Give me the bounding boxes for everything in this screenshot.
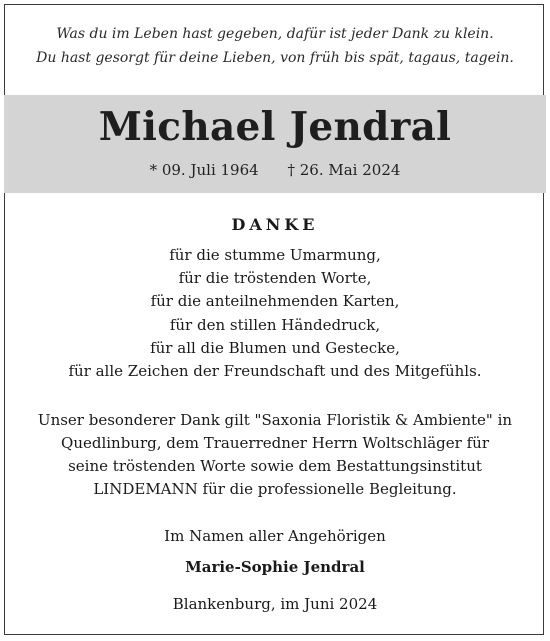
thanks-line: Unser besonderer Dank gilt "Saxonia Floristik & Ambiente" in [37,411,513,429]
danke-line: für alle Zeichen der Freundschaft und des Mitgefühls. [68,362,482,381]
thanks-line: seine tröstenden Worte sowie dem Bestattungsinstitut [68,457,482,475]
death-date: † 26. Mai 2024 [287,161,401,179]
place-date: Blankenburg, im Juni 2024 [172,595,378,613]
danke-line: für den stillen Händedruck, [169,315,381,334]
danke-line: für die stumme Umarmung, [169,246,381,264]
thanks-line: Quedlinburg, dem Trauerredner Herrn Woltschläger für [61,434,489,452]
danke-line: für die tröstenden Worte, [178,269,372,288]
life-dates [4,159,546,181]
danke-heading: DANKE [231,215,319,234]
signer-name: Marie-Sophie Jendral [185,558,365,576]
birth-date: * 09. Juli 1964 [149,161,259,179]
on-behalf-line: Im Namen aller Angehörigen [164,527,386,545]
verse-line: Was du im Leben hast gegeben, dafür ist jeder Dank zu klein. [56,26,494,42]
danke-line: für all die Blumen und Gestecke, [150,338,400,357]
danke-line: für die anteilnehmenden Karten, [150,292,400,311]
danke-list [4,244,546,383]
special-thanks [4,409,546,501]
name-band [4,95,546,193]
verse-line: Du hast gesorgt für deine Lieben, von früh bis spät, tagaus, tagein. [36,50,514,66]
thanks-line: LINDEMANN für die professionelle Begleitung. [93,480,457,498]
deceased-name: Michael Jendral [98,104,452,150]
memorial-verse [4,22,546,70]
